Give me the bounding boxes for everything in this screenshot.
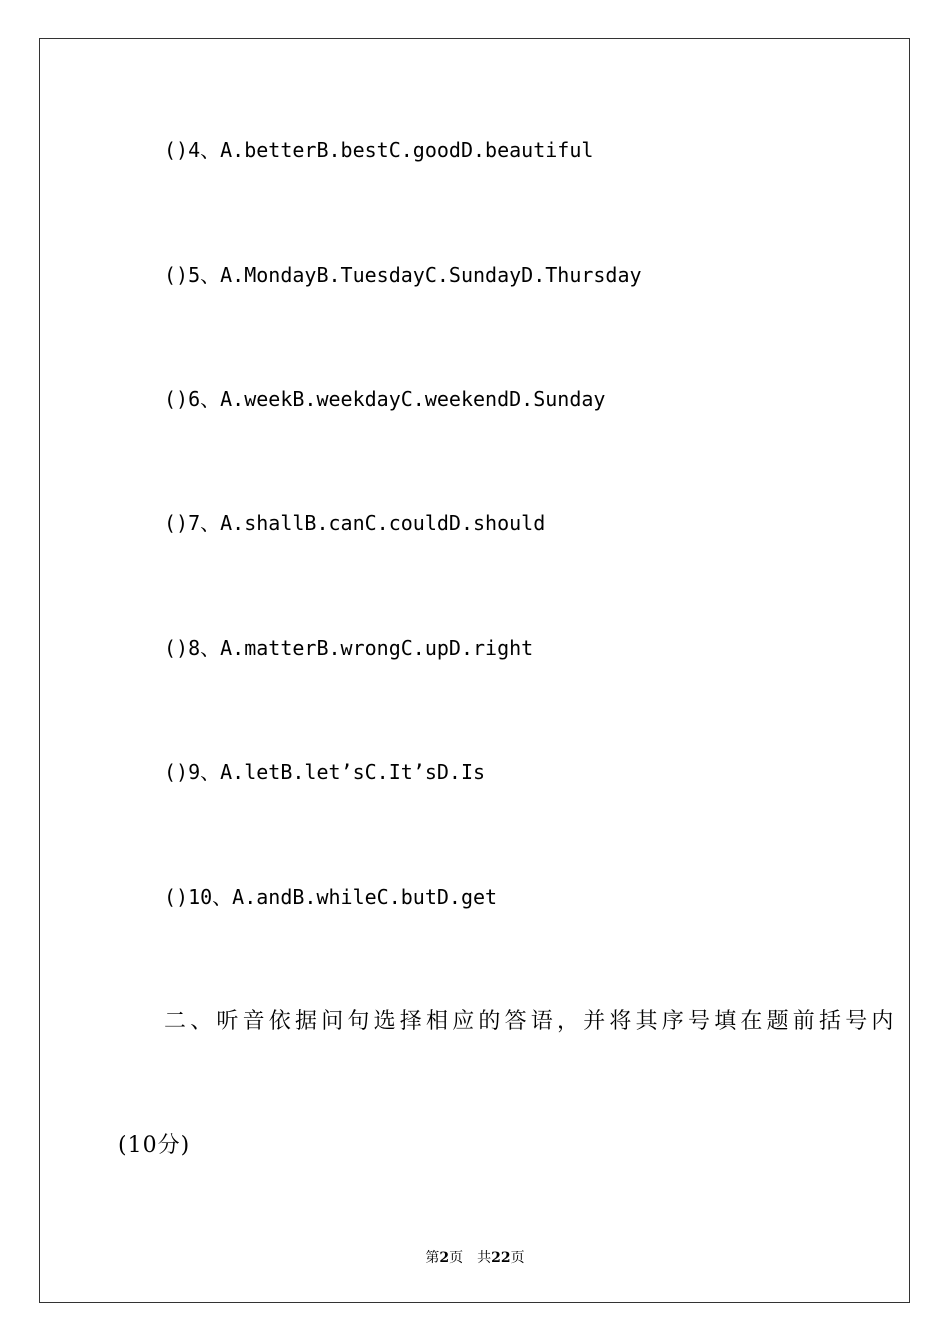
- question-10: ()10、A.andB.whileC.butD.get: [164, 885, 498, 909]
- page-frame: [39, 38, 910, 1303]
- question-7: ()7、A.shallB.canC.couldD.should: [164, 511, 546, 535]
- question-9: ()9、A.letB.let’sC.It’sD.Is: [164, 760, 486, 784]
- question-8: ()8、A.matterB.wrongC.upD.right: [164, 636, 534, 660]
- footer-total-pages: 22: [491, 1250, 511, 1266]
- footer-page-number: 2: [439, 1250, 450, 1266]
- footer-page-prefix: 第: [425, 1250, 440, 1266]
- question-4: ()4、A.betterB.bestC.goodD.beautiful: [164, 138, 594, 162]
- page-footer: [0, 1247, 950, 1267]
- footer-page-suffix: 页: [449, 1250, 464, 1266]
- footer-total-prefix: 共: [477, 1250, 492, 1266]
- section-heading: 二、听音依据问句选择相应的答语，并将其序号填在题前括号内: [164, 1009, 898, 1034]
- question-5: ()5、A.MondayB.TuesdayC.SundayD.Thursday: [164, 263, 642, 287]
- section-score: (10分): [118, 1133, 191, 1158]
- footer-total-suffix: 页: [510, 1250, 525, 1266]
- question-6: ()6、A.weekB.weekdayC.weekendD.Sunday: [164, 387, 606, 411]
